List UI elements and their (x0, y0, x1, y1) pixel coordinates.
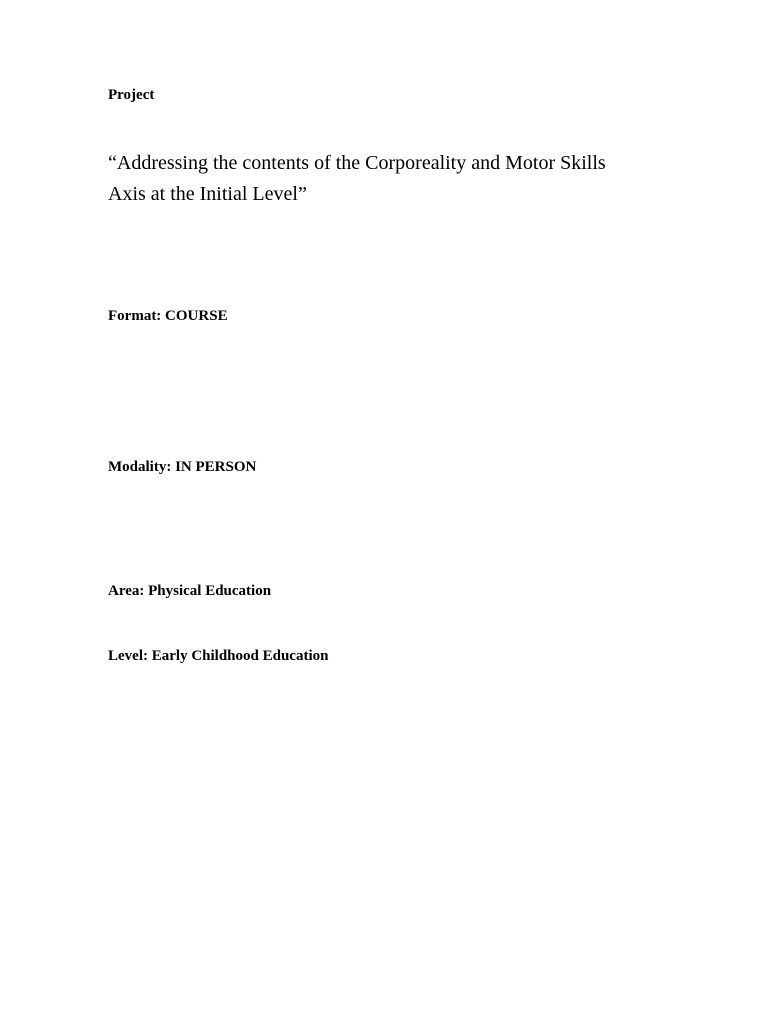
project-title (108, 148, 668, 210)
project-heading: Project (108, 87, 155, 103)
project-title-line-2: Axis at the Initial Level” (108, 183, 307, 205)
format-field: Format: COURSE (108, 308, 228, 324)
area-field: Area: Physical Education (108, 583, 272, 599)
project-title-line-1: “Addressing the contents of the Corporeality and Motor Skills (108, 152, 606, 174)
level-field: Level: Early Childhood Education (108, 648, 329, 664)
modality-field: Modality: IN PERSON (108, 459, 257, 475)
